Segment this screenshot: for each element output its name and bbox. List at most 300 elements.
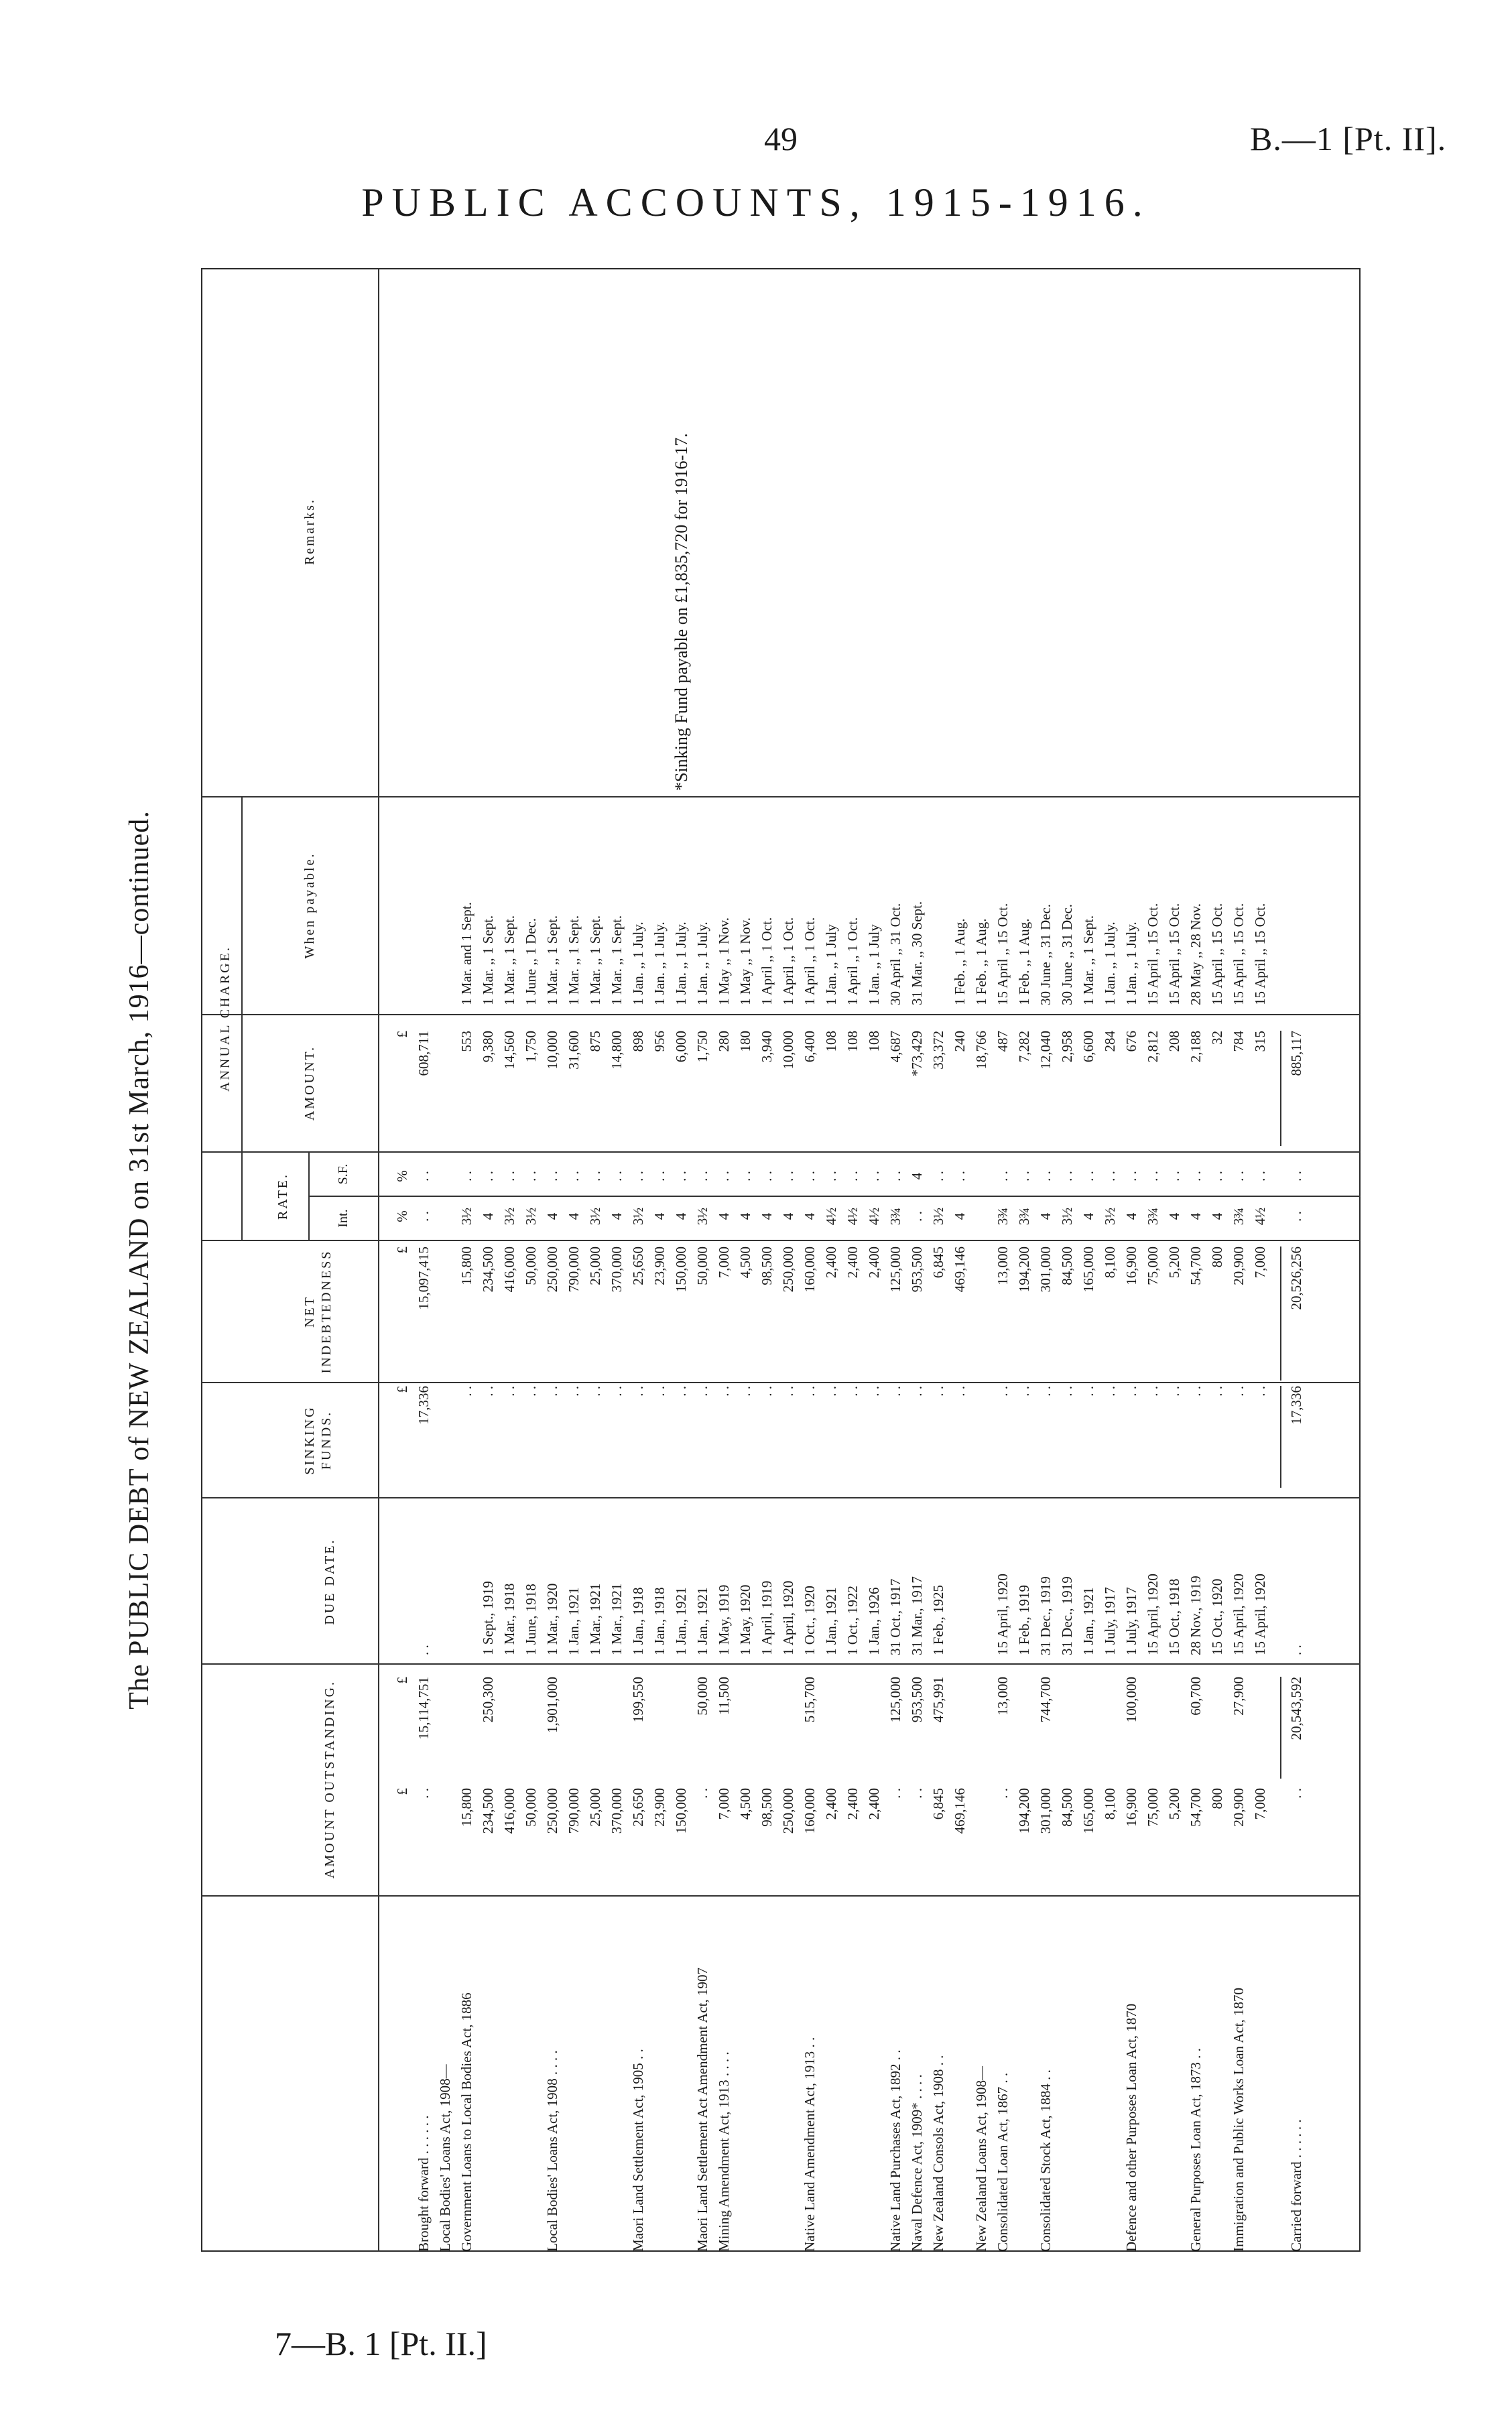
table-row [524, 268, 538, 2252]
when-payable-cell: 1 Jan. ,, 1 July. [651, 921, 668, 1005]
header-rate-interest: Int. [336, 1209, 351, 1228]
net-indebtedness-cell: 50,000 [694, 1246, 710, 1285]
sinking-funds-cell: . . [1080, 1386, 1096, 1397]
sinking-funds-cell: . . [716, 1386, 732, 1397]
table-row [610, 268, 623, 2252]
due-date-cell: 1 July, 1917 [1123, 1587, 1139, 1655]
sinking-funds-cell: . . [1037, 1386, 1054, 1397]
due-date-cell: 15 April, 1920 [1252, 1574, 1268, 1655]
due-date-cell: 1 Mar., 1921 [587, 1583, 603, 1655]
interest-rate-cell: 4 [673, 1212, 689, 1220]
net-indebtedness-cell: 6,845 [930, 1246, 946, 1279]
annual-amount-cell: 487 [995, 1031, 1011, 1052]
amount-outstanding-cell: 23,900 [651, 1788, 668, 1827]
annual-amount-cell: 108 [866, 1031, 882, 1052]
sinking-funds-cell: . . [759, 1386, 775, 1397]
when-payable-cell: 1 Jan. ,, 1 July. [1102, 921, 1118, 1005]
annual-amount-cell: 10,000 [544, 1031, 560, 1070]
sinking-fund-rate-cell: . . [1188, 1171, 1204, 1181]
due-date-cell: 15 April, 1920 [995, 1574, 1011, 1655]
annual-amount-cell: 284 [1102, 1031, 1118, 1052]
amount-outstanding-cell: 160,000 [802, 1788, 818, 1834]
table-row [717, 268, 731, 2252]
sinking-fund-rate-cell: . . [1145, 1171, 1161, 1181]
when-payable-cell: 15 April ,, 15 Oct. [1231, 903, 1247, 1005]
sinking-fund-rate-cell: . . [694, 1171, 710, 1181]
due-date-cell: 1 Jan., 1926 [866, 1587, 882, 1655]
net-indebtedness-cell: 165,000 [1080, 1246, 1096, 1293]
amount-outstanding-cell: 790,000 [566, 1788, 582, 1834]
sinking-funds-cell: . . [823, 1386, 839, 1397]
annual-amount-cell: 6,600 [1080, 1031, 1096, 1063]
sinking-funds-cell: . . [523, 1386, 539, 1397]
sinking-funds-cell: . . [802, 1386, 818, 1397]
net-indebtedness-cell: 8,100 [1102, 1246, 1118, 1279]
when-payable-cell: 1 Feb. ,, 1 Aug. [952, 918, 968, 1005]
amount-outstanding-cell: 7,000 [1252, 1788, 1268, 1820]
annual-amount-cell: 3,940 [759, 1031, 775, 1063]
amount-total-cell: 15,114,751 [416, 1677, 432, 1740]
amount-outstanding-cell: 84,500 [1059, 1788, 1075, 1827]
amount-outstanding-cell: 469,146 [952, 1788, 968, 1834]
sinking-fund-rate-cell: . . [737, 1171, 753, 1181]
interest-rate-cell: 4 [566, 1212, 582, 1220]
interest-rate-cell: 3½ [501, 1207, 517, 1226]
due-date-cell: 1 Jan., 1921 [673, 1587, 689, 1655]
net-indebtedness-cell: 370,000 [609, 1246, 625, 1293]
header-annual-charge: ANNUAL CHARGE. [218, 946, 233, 1092]
interest-rate-cell: 4 [737, 1212, 753, 1220]
amount-outstanding-cell: 4,500 [737, 1788, 753, 1820]
column-divider [201, 1014, 1361, 1015]
sinking-fund-rate-cell: . . [1288, 1171, 1304, 1181]
when-payable-cell: 1 April ,, 1 Oct. [780, 917, 796, 1005]
net-indebtedness-cell: 15,097,415 [416, 1246, 432, 1310]
sinking-fund-rate-cell: . . [823, 1171, 839, 1181]
page-number: 49 [764, 120, 798, 157]
amount-total-cell: 100,000 [1123, 1677, 1139, 1723]
page-title: PUBLIC ACCOUNTS, 1915-1916. [361, 180, 1151, 225]
interest-rate-cell: 4 [544, 1212, 560, 1220]
table-row [1017, 268, 1031, 2252]
sinking-funds-cell: . . [587, 1386, 603, 1397]
when-payable-cell: 1 Jan. ,, 1 July. [673, 921, 689, 1005]
when-payable-cell: 1 Mar. ,, 1 Sept. [609, 915, 625, 1005]
net-indebtedness-cell: 75,000 [1145, 1246, 1161, 1285]
net-indebtedness-cell: 20,900 [1231, 1246, 1247, 1285]
annual-amount-cell: 315 [1252, 1031, 1268, 1052]
annual-amount-cell: 6,000 [673, 1031, 689, 1063]
amount-outstanding-cell: . . [887, 1788, 903, 1799]
sinking-funds-cell: . . [737, 1386, 753, 1397]
annual-amount-cell: 676 [1123, 1031, 1139, 1052]
sinking-fund-rate-cell: . . [1123, 1171, 1139, 1181]
interest-rate-cell: 4½ [866, 1207, 882, 1226]
table-row [889, 268, 902, 2252]
due-date-cell: 31 Dec., 1919 [1037, 1576, 1054, 1655]
when-payable-cell: 1 Mar. and 1 Sept. [458, 902, 475, 1005]
sinking-funds-cell: . . [651, 1386, 668, 1397]
table-row [824, 268, 838, 2252]
annual-amount-cell: 208 [1166, 1031, 1182, 1052]
annual-amount-cell: 784 [1231, 1031, 1247, 1052]
annual-amount-cell: 608,711 [416, 1031, 432, 1076]
annual-amount-cell: 33,372 [930, 1031, 946, 1070]
due-date-cell: 1 Jan., 1921 [1080, 1587, 1096, 1655]
when-payable-cell: 30 June ,, 31 Dec. [1037, 903, 1054, 1005]
annual-charge-divider [241, 797, 243, 1241]
sinking-funds-cell: . . [1209, 1386, 1225, 1397]
sinking-funds-cell: . . [1102, 1386, 1118, 1397]
annual-amount-cell: 180 [737, 1031, 753, 1052]
annual-amount-cell: 6,400 [802, 1031, 818, 1063]
due-date-cell: 1 Oct., 1920 [802, 1586, 818, 1655]
due-date-cell: 1 Mar., 1918 [501, 1583, 517, 1655]
table-row [1168, 268, 1181, 2252]
total-rule [1280, 1246, 1281, 1381]
sinking-fund-rate-cell: . . [1037, 1171, 1054, 1181]
amount-total-cell: 27,900 [1231, 1677, 1247, 1716]
amount-outstanding-cell: £ [394, 1788, 410, 1795]
amount-total-cell: 199,550 [630, 1677, 646, 1723]
when-payable-cell: 31 Mar. ,, 30 Sept. [909, 901, 925, 1005]
sinking-funds-cell: . . [1016, 1386, 1032, 1397]
interest-rate-cell: . . [909, 1211, 925, 1222]
table-row [1125, 268, 1138, 2252]
net-indebtedness-cell: 150,000 [673, 1246, 689, 1293]
net-indebtedness-cell: 13,000 [995, 1246, 1011, 1285]
table-row [1189, 268, 1202, 2252]
due-date-cell: 15 April, 1920 [1145, 1574, 1161, 1655]
sinking-fund-rate-cell: . . [458, 1171, 475, 1181]
amount-total-cell: 250,300 [480, 1677, 496, 1723]
when-payable-cell: 1 Mar. ,, 1 Sept. [1080, 915, 1096, 1005]
sinking-fund-rate-cell: . . [1080, 1171, 1096, 1181]
column-divider [201, 1895, 1361, 1897]
footer-reference: 7—B. 1 [Pt. II.] [275, 2325, 487, 2362]
amount-outstanding-cell: . . [995, 1788, 1011, 1799]
annual-amount-cell: 7,282 [1016, 1031, 1032, 1063]
table-row [781, 268, 795, 2252]
sinking-fund-rate-cell: 4 [909, 1172, 925, 1180]
interest-rate-cell: 4 [780, 1212, 796, 1220]
table-row [953, 268, 966, 2252]
sinking-fund-rate-cell: . . [995, 1171, 1011, 1181]
sinking-fund-rate-cell: . . [952, 1171, 968, 1181]
due-date-cell: 1 June, 1918 [523, 1584, 539, 1655]
annual-amount-cell: 875 [587, 1031, 603, 1052]
sinking-funds-cell: . . [630, 1386, 646, 1397]
sinking-fund-rate-cell: . . [673, 1171, 689, 1181]
annual-amount-cell: 14,560 [501, 1031, 517, 1070]
total-rule [1280, 1386, 1281, 1488]
interest-rate-cell: 4 [1166, 1212, 1182, 1220]
amount-outstanding-cell: . . [416, 1788, 432, 1799]
when-payable-cell: 15 April ,, 15 Oct. [995, 903, 1011, 1005]
sinking-fund-rate-cell: . . [780, 1171, 796, 1181]
annual-amount-cell: 280 [716, 1031, 732, 1052]
header-amount: AMOUNT. [302, 1045, 317, 1121]
row-description: Maori Land Settlement Act Amendment Act, 1907 [694, 1967, 710, 2252]
sinking-fund-rate-cell: . . [566, 1171, 582, 1181]
due-date-cell: 1 July, 1917 [1102, 1587, 1118, 1655]
net-indebtedness-cell: 54,700 [1188, 1246, 1204, 1285]
due-date-cell: 1 Sept., 1919 [480, 1581, 496, 1655]
net-indebtedness-cell: 23,900 [651, 1246, 668, 1285]
annual-amount-cell: 18,766 [973, 1031, 989, 1070]
sinking-fund-remark: *Sinking Fund payable on £1,835,720 for 1916-17. [672, 433, 691, 791]
sinking-funds-cell: . . [1252, 1386, 1268, 1397]
sinking-fund-rate-cell: . . [1059, 1171, 1075, 1181]
interest-rate-cell: 4 [1188, 1212, 1204, 1220]
interest-rate-cell: 4 [952, 1212, 968, 1220]
net-indebtedness-cell: 5,200 [1166, 1246, 1182, 1279]
row-description: Carried forward . . . . . . [1288, 2119, 1304, 2252]
interest-rate-cell: 4 [802, 1212, 818, 1220]
table-row [460, 268, 473, 2252]
table-row [803, 268, 816, 2252]
interest-rate-cell: 4 [1080, 1212, 1096, 1220]
amount-outstanding-cell: . . [909, 1788, 925, 1799]
due-date-cell: 28 Nov., 1919 [1188, 1576, 1204, 1655]
amount-outstanding-cell: 416,000 [501, 1788, 517, 1834]
row-description: Mining Amendment Act, 1913 . . . . [716, 2051, 732, 2252]
amount-total-cell: 475,991 [930, 1677, 946, 1723]
sinking-fund-rate-cell: . . [802, 1171, 818, 1181]
table-row [395, 268, 409, 2252]
document-reference: B.—1 [Pt. II]. [1250, 120, 1447, 157]
sinking-fund-rate-cell: . . [501, 1171, 517, 1181]
due-date-cell: . . [1288, 1645, 1304, 1655]
due-date-cell: 1 Jan., 1921 [566, 1587, 582, 1655]
sinking-fund-rate-cell: . . [587, 1171, 603, 1181]
due-date-cell: 1 Feb., 1919 [1016, 1585, 1032, 1655]
amount-total-cell: 953,500 [909, 1677, 925, 1723]
sinking-fund-rate-cell: . . [844, 1171, 861, 1181]
row-description: Consolidated Stock Act, 1884 . . [1037, 2069, 1054, 2252]
amount-outstanding-cell: 16,900 [1123, 1788, 1139, 1827]
table-row [1289, 268, 1303, 2252]
due-date-cell: 1 April, 1919 [759, 1580, 775, 1655]
sinking-fund-rate-cell: . . [930, 1171, 946, 1181]
amount-total-cell: 11,500 [716, 1677, 732, 1715]
amount-outstanding-cell: . . [694, 1788, 710, 1799]
table-row [932, 268, 945, 2252]
sinking-fund-rate-cell: . . [887, 1171, 903, 1181]
net-indebtedness-cell: 7,000 [1252, 1246, 1268, 1279]
annual-amount-cell: 2,812 [1145, 1031, 1161, 1063]
net-indebtedness-cell: 15,800 [458, 1246, 475, 1285]
when-payable-cell: 1 June ,, 1 Dec. [523, 917, 539, 1005]
sinking-fund-rate-cell: . . [651, 1171, 668, 1181]
table-row [503, 268, 516, 2252]
table-row [588, 268, 602, 2252]
header-due-date: DUE DATE. [322, 1538, 337, 1625]
header-remarks: Remarks. [302, 497, 317, 566]
sinking-funds-cell: . . [566, 1386, 582, 1397]
row-description: New Zealand Consols Act, 1908 . . [930, 2055, 946, 2252]
due-date-cell: 31 Oct., 1917 [887, 1578, 903, 1655]
amount-outstanding-cell: 2,400 [823, 1788, 839, 1820]
row-description: Naval Defence Act, 1909* . . . . [909, 2074, 925, 2252]
annual-amount-cell: 885,117 [1288, 1031, 1304, 1076]
amount-outstanding-cell: 15,800 [458, 1788, 475, 1827]
sinking-fund-rate-cell: . . [630, 1171, 646, 1181]
when-payable-cell: 1 Mar. ,, 1 Sept. [501, 915, 517, 1005]
interest-rate-cell: 4½ [844, 1207, 861, 1226]
when-payable-cell: 28 May ,, 28 Nov. [1188, 903, 1204, 1005]
amount-outstanding-cell: 25,000 [587, 1788, 603, 1827]
interest-rate-cell: 3½ [630, 1207, 646, 1226]
sinking-funds-cell: . . [1188, 1386, 1204, 1397]
interest-rate-cell: 4 [716, 1212, 732, 1220]
net-indebtedness-cell: 25,650 [630, 1246, 646, 1285]
due-date-cell: 1 May, 1920 [737, 1584, 753, 1655]
interest-rate-cell: 3½ [694, 1207, 710, 1226]
net-indebtedness-cell: 194,200 [1016, 1246, 1032, 1293]
annual-amount-cell: *73,429 [909, 1031, 925, 1077]
amount-outstanding-cell: 6,845 [930, 1788, 946, 1820]
table-row [974, 268, 988, 2252]
interest-rate-cell: 3¾ [1231, 1207, 1247, 1226]
table-row [1232, 268, 1245, 2252]
sinking-funds-cell: . . [609, 1386, 625, 1397]
sinking-funds-cell: . . [844, 1386, 861, 1397]
sinking-funds-cell: . . [1166, 1386, 1182, 1397]
due-date-cell: 1 Oct., 1922 [844, 1586, 861, 1655]
when-payable-cell: 15 April ,, 15 Oct. [1252, 903, 1268, 1005]
public-debt-table [124, 268, 1361, 2252]
sinking-funds-cell: £ [394, 1386, 410, 1393]
annual-amount-cell: 2,958 [1059, 1031, 1075, 1063]
interest-rate-cell: 4 [480, 1212, 496, 1220]
net-indebtedness-cell: £ [394, 1246, 410, 1254]
amount-outstanding-cell: 20,900 [1231, 1788, 1247, 1827]
annual-amount-cell: 108 [844, 1031, 861, 1052]
annual-amount-cell: 898 [630, 1031, 646, 1052]
net-indebtedness-cell: 160,000 [802, 1246, 818, 1293]
net-indebtedness-cell: 469,146 [952, 1246, 968, 1293]
net-indebtedness-cell: 50,000 [523, 1246, 539, 1285]
row-description: Immigration and Public Works Loan Act, 1870 [1231, 1988, 1247, 2252]
due-date-cell: 1 Jan., 1921 [694, 1587, 710, 1655]
table-row [481, 268, 495, 2252]
amount-total-cell: 1,901,000 [544, 1677, 560, 1733]
amount-outstanding-cell: 54,700 [1188, 1788, 1204, 1827]
when-payable-cell: 15 April ,, 15 Oct. [1166, 903, 1182, 1005]
when-payable-cell: 1 Jan. ,, 1 July. [694, 921, 710, 1005]
header-rate: RATE. [275, 1173, 290, 1220]
amount-outstanding-cell: 165,000 [1080, 1788, 1096, 1834]
row-description: Local Bodies' Loans Act, 1908— [437, 2064, 453, 2252]
sinking-fund-rate-cell: % [394, 1170, 410, 1182]
when-payable-cell: 1 Jan. ,, 1 July [866, 924, 882, 1005]
row-description: New Zealand Loans Act, 1908— [973, 2065, 989, 2252]
table-row [1060, 268, 1074, 2252]
net-indebtedness-cell: 250,000 [544, 1246, 560, 1293]
sinking-fund-rate-cell: . . [416, 1171, 432, 1181]
net-indebtedness-cell: 2,400 [866, 1246, 882, 1279]
amount-total-cell: 744,700 [1037, 1677, 1054, 1723]
interest-rate-cell: 3¾ [1016, 1207, 1032, 1226]
sinking-fund-rate-cell: . . [1209, 1171, 1225, 1181]
sinking-fund-rate-cell: . . [1102, 1171, 1118, 1181]
sinking-fund-rate-cell: . . [866, 1171, 882, 1181]
when-payable-cell: 1 April ,, 1 Oct. [759, 917, 775, 1005]
table-row [438, 268, 452, 2252]
net-indebtedness-cell: 2,400 [844, 1246, 861, 1279]
when-payable-cell: 1 Feb. ,, 1 Aug. [973, 918, 989, 1005]
interest-rate-cell: 4 [1037, 1212, 1054, 1220]
net-indebtedness-cell: 125,000 [887, 1246, 903, 1293]
table-row [1039, 268, 1052, 2252]
annual-amount-cell: 9,380 [480, 1031, 496, 1063]
sinking-funds-cell: 17,336 [1288, 1386, 1304, 1425]
annual-amount-cell: 240 [952, 1031, 968, 1052]
table-title: The PUBLIC DEBT of NEW ZEALAND on 31st March, 1916—continued. [124, 810, 155, 1710]
due-date-cell: 15 Oct., 1920 [1209, 1578, 1225, 1655]
header-sinking-funds: SINKING FUNDS. [302, 1405, 334, 1475]
when-payable-cell: 30 April ,, 31 Oct. [887, 903, 903, 1005]
amount-outstanding-cell: 370,000 [609, 1788, 625, 1834]
row-description: Brought forward . . . . . . [416, 2115, 432, 2252]
table-row [631, 268, 645, 2252]
amount-total-cell: 13,000 [995, 1677, 1011, 1716]
sinking-funds-cell: . . [694, 1386, 710, 1397]
interest-rate-cell: . . [416, 1211, 432, 1222]
due-date-cell: 1 Mar., 1921 [609, 1583, 625, 1655]
sinking-funds-cell: . . [1231, 1386, 1247, 1397]
annual-amount-cell: 10,000 [780, 1031, 796, 1070]
table-row [867, 268, 881, 2252]
table-row [760, 268, 773, 2252]
interest-rate-cell: 4½ [1252, 1207, 1268, 1226]
net-indebtedness-cell: 953,500 [909, 1246, 925, 1293]
interest-rate-cell: 3¾ [995, 1207, 1011, 1226]
amount-outstanding-cell: 194,200 [1016, 1788, 1032, 1834]
sinking-fund-rate-cell: . . [1166, 1171, 1182, 1181]
when-payable-cell: 1 Mar. ,, 1 Sept. [587, 915, 603, 1005]
column-divider [201, 1240, 1361, 1241]
amount-outstanding-cell: 75,000 [1145, 1788, 1161, 1827]
net-indebtedness-cell: 16,900 [1123, 1246, 1139, 1285]
sinking-fund-rate-cell: . . [1231, 1171, 1247, 1181]
amount-outstanding-cell: 234,500 [480, 1788, 496, 1834]
table-row [567, 268, 580, 2252]
table-row [696, 268, 709, 2252]
net-indebtedness-cell: 416,000 [501, 1246, 517, 1293]
net-indebtedness-cell: 4,500 [737, 1246, 753, 1279]
amount-outstanding-cell: 301,000 [1037, 1788, 1054, 1834]
sinking-funds-cell: . . [458, 1386, 475, 1397]
interest-rate-cell: 3½ [930, 1207, 946, 1226]
row-description: Native Land Amendment Act, 1913 . . [802, 2037, 818, 2252]
net-indebtedness-cell: 301,000 [1037, 1246, 1054, 1293]
sinking-fund-rate-cell: . . [1252, 1171, 1268, 1181]
amount-outstanding-cell: 5,200 [1166, 1788, 1182, 1820]
when-payable-cell: 1 April ,, 1 Oct. [802, 917, 818, 1005]
sinking-funds-cell: . . [480, 1386, 496, 1397]
table-row [846, 268, 859, 2252]
interest-rate-cell: 3½ [1059, 1207, 1075, 1226]
interest-rate-cell: % [394, 1210, 410, 1222]
sinking-funds-cell: . . [544, 1386, 560, 1397]
annual-amount-cell: 1,750 [694, 1031, 710, 1063]
sinking-fund-rate-cell: . . [609, 1171, 625, 1181]
annual-amount-cell: 956 [651, 1031, 668, 1052]
annual-amount-cell: £ [394, 1031, 410, 1038]
sinking-fund-rate-cell: . . [523, 1171, 539, 1181]
